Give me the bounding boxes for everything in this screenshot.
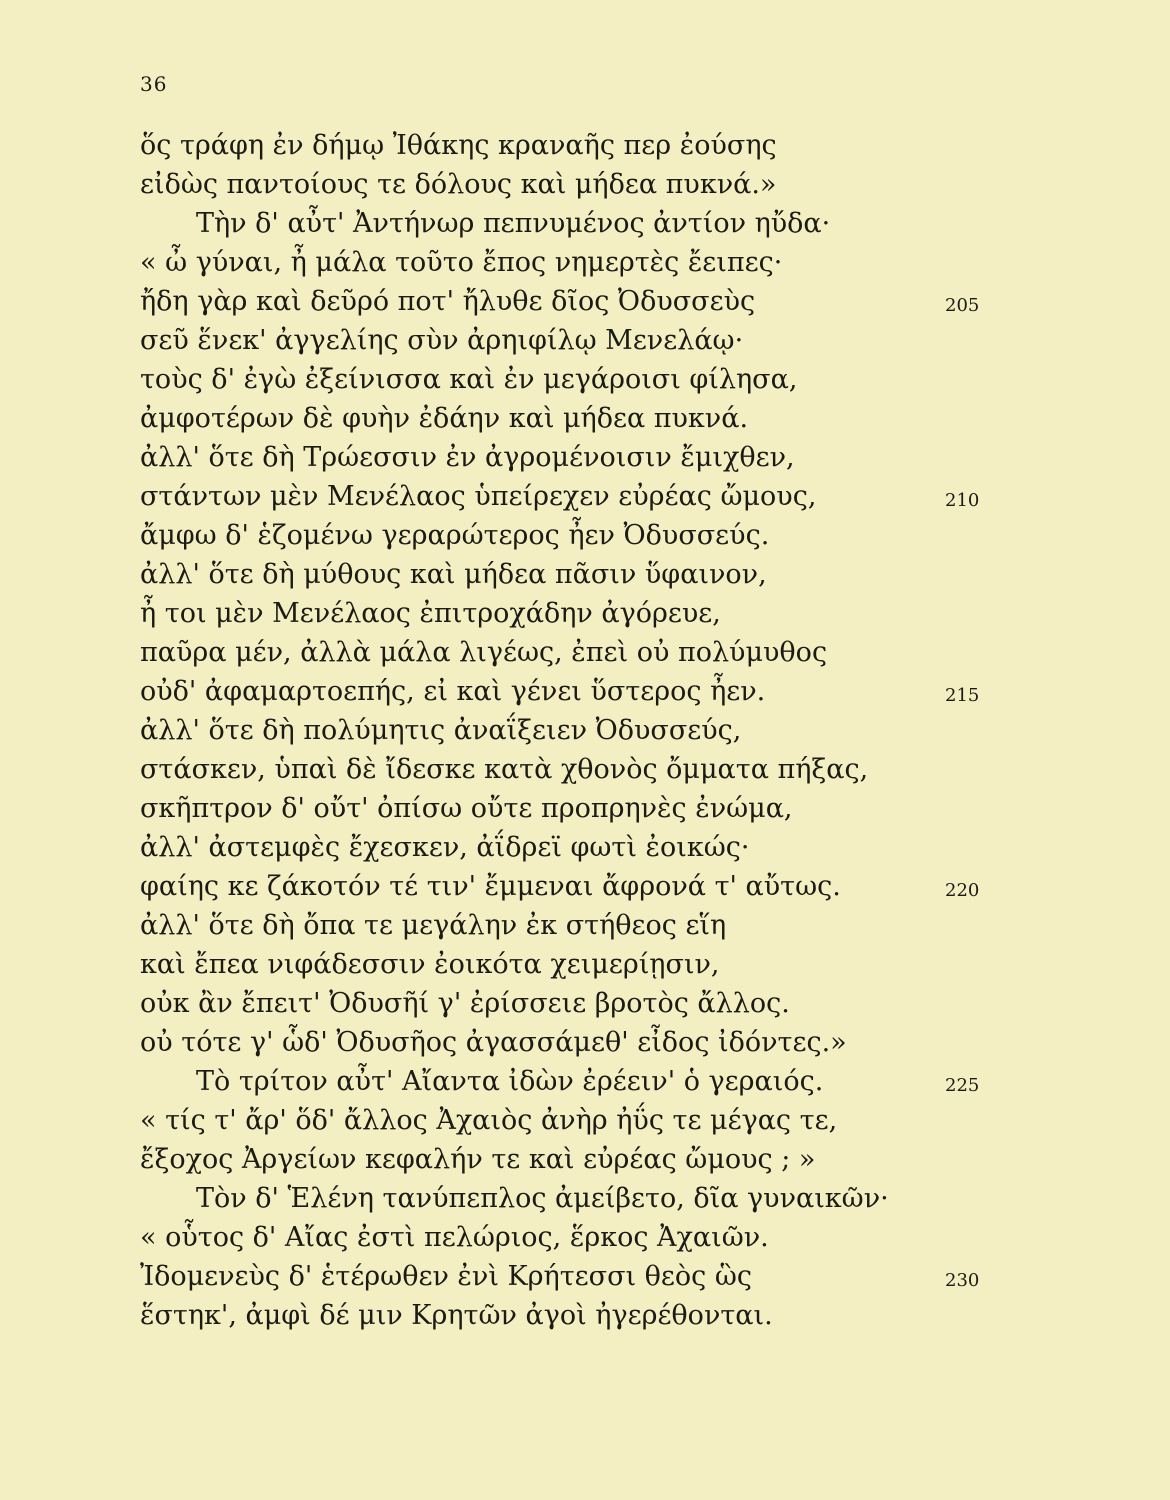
verse-line — [140, 672, 1040, 711]
verse-text: ἔξοχος Ἀργείων κεφαλήν τε καὶ εὐρέας ὤμους ; » — [140, 1144, 816, 1175]
verse-line — [140, 555, 1040, 594]
line-number: 205 — [945, 295, 980, 316]
verse-line — [140, 399, 1040, 438]
verse-line — [140, 867, 1040, 906]
verse-text: ἀλλ' ὅτε δὴ μύθους καὶ μήδεα πᾶσιν ὕφαινον, — [140, 559, 767, 590]
verse-line — [140, 1296, 1040, 1335]
verse-line — [140, 438, 1040, 477]
verse-text: Ἰδομενεὺς δ' ἑτέρωθεν ἐνὶ Κρήτεσσι θεὸς ὣς — [140, 1261, 753, 1292]
verse-text: Τὸ τρίτον αὖτ' Αἴαντα ἰδὼν ἐρέειν' ὁ γεραιός. — [196, 1066, 824, 1097]
verse-text: ἤδη γὰρ καὶ δεῦρό ποτ' ἤλυθε δῖος Ὀδυσσεὺς — [140, 286, 756, 317]
verse-line — [140, 282, 1040, 321]
verse-line — [140, 1257, 1040, 1296]
verse-text: τοὺς δ' ἐγὼ ἐξείνισσα καὶ ἐν μεγάροισι φίλησα, — [140, 364, 798, 395]
verse-text: ὅς τράφη ἐν δήμῳ Ἰθάκης κραναῆς περ ἐούσης — [140, 130, 777, 161]
verse-text: ἕστηκ', ἀμφὶ δέ μιν Κρητῶν ἀγοὶ ἠγερέθονται. — [140, 1300, 773, 1331]
line-number: 225 — [945, 1075, 980, 1096]
line-number: 215 — [945, 685, 980, 706]
verse-line — [140, 828, 1040, 867]
verse-text: « οὗτος δ' Αἴας ἐστὶ πελώριος, ἕρκος Ἀχαιῶν. — [140, 1222, 769, 1253]
verse-text: στάσκεν, ὑπαὶ δὲ ἴδεσκε κατὰ χθονὸς ὄμματα πήξας, — [140, 754, 869, 785]
verse-line — [140, 243, 1040, 282]
verse-text: ἀλλ' ὅτε δὴ πολύμητις ἀναΐξειεν Ὀδυσσεύς, — [140, 715, 742, 746]
verse-text: « τίς τ' ἄρ' ὅδ' ἄλλος Ἀχαιὸς ἀνὴρ ἠΰς τε μέγας τε, — [140, 1105, 838, 1136]
verse-line — [140, 165, 1040, 204]
verse-text: καὶ ἔπεα νιφάδεσσιν ἐοικότα χειμερίῃσιν, — [140, 949, 720, 980]
verse-text: ἀλλ' ἀστεμφὲς ἔχεσκεν, ἀΐδρεϊ φωτὶ ἐοικώς· — [140, 832, 750, 863]
verse-text: ἀμφοτέρων δὲ φυὴν ἐδάην καὶ μήδεα πυκνά. — [140, 403, 749, 434]
verse-line — [140, 126, 1040, 165]
verse-line — [140, 945, 1040, 984]
verse-block — [140, 126, 1040, 1335]
verse-line — [140, 321, 1040, 360]
verse-text: οὐκ ἂν ἔπειτ' Ὀδυσῆί γ' ἐρίσσειε βροτὸς ἄλλος. — [140, 988, 790, 1019]
verse-text: οὐ τότε γ' ὧδ' Ὀδυσῆος ἀγασσάμεθ' εἶδος ἰδόντες.» — [140, 1027, 847, 1058]
line-number: 220 — [945, 880, 980, 901]
verse-text: οὐδ' ἀφαμαρτοεπής, εἰ καὶ γένει ὕστερος ἦεν. — [140, 676, 766, 707]
verse-line — [140, 360, 1040, 399]
line-number: 210 — [945, 490, 980, 511]
verse-text: παῦρα μέν, ἀλλὰ μάλα λιγέως, ἐπεὶ οὐ πολύμυθος — [140, 637, 828, 668]
page-number: 36 — [140, 72, 168, 96]
verse-line — [140, 1218, 1040, 1257]
verse-text: φαίης κε ζάκοτόν τέ τιν' ἔμμεναι ἄφρονά τ' αὔτως. — [140, 871, 841, 902]
verse-line — [140, 204, 1040, 243]
verse-text: σεῦ ἕνεκ' ἀγγελίης σὺν ἀρηιφίλῳ Μενελάῳ· — [140, 325, 744, 356]
verse-line — [140, 1140, 1040, 1179]
verse-text: ἦ τοι μὲν Μενέλαος ἐπιτροχάδην ἀγόρευε, — [140, 598, 721, 629]
verse-line — [140, 1101, 1040, 1140]
verse-line — [140, 984, 1040, 1023]
verse-line — [140, 906, 1040, 945]
verse-line — [140, 1062, 1040, 1101]
verse-text: στάντων μὲν Μενέλαος ὑπείρεχεν εὐρέας ὤμους, — [140, 481, 817, 512]
verse-line — [140, 516, 1040, 555]
verse-line — [140, 750, 1040, 789]
verse-text: « ὦ γύναι, ἦ μάλα τοῦτο ἔπος νημερτὲς ἔειπες· — [140, 247, 783, 278]
verse-text: ἄμφω δ' ἑζομένω γεραρώτερος ἦεν Ὀδυσσεύς. — [140, 520, 770, 551]
verse-line — [140, 1179, 1040, 1218]
line-number: 230 — [945, 1270, 980, 1291]
verse-line — [140, 789, 1040, 828]
verse-line — [140, 1023, 1040, 1062]
verse-line — [140, 477, 1040, 516]
verse-text: σκῆπτρον δ' οὔτ' ὀπίσω οὔτε προπρηνὲς ἐνώμα, — [140, 793, 793, 824]
verse-line — [140, 594, 1040, 633]
verse-text: Τὴν δ' αὖτ' Ἀντήνωρ πεπνυμένος ἀντίον ηὔδα· — [196, 208, 831, 239]
verse-text: ἀλλ' ὅτε δὴ ὄπα τε μεγάλην ἐκ στήθεος εἵη — [140, 910, 727, 941]
verse-line — [140, 711, 1040, 750]
verse-text: εἰδὼς παντοίους τε δόλους καὶ μήδεα πυκνά.» — [140, 169, 777, 200]
verse-line — [140, 633, 1040, 672]
verse-text: ἀλλ' ὅτε δὴ Τρώεσσιν ἐν ἀγρομένοισιν ἔμιχθεν, — [140, 442, 795, 473]
verse-text: Τὸν δ' Ἑλένη τανύπεπλος ἀμείβετο, δῖα γυναικῶν· — [196, 1183, 889, 1214]
